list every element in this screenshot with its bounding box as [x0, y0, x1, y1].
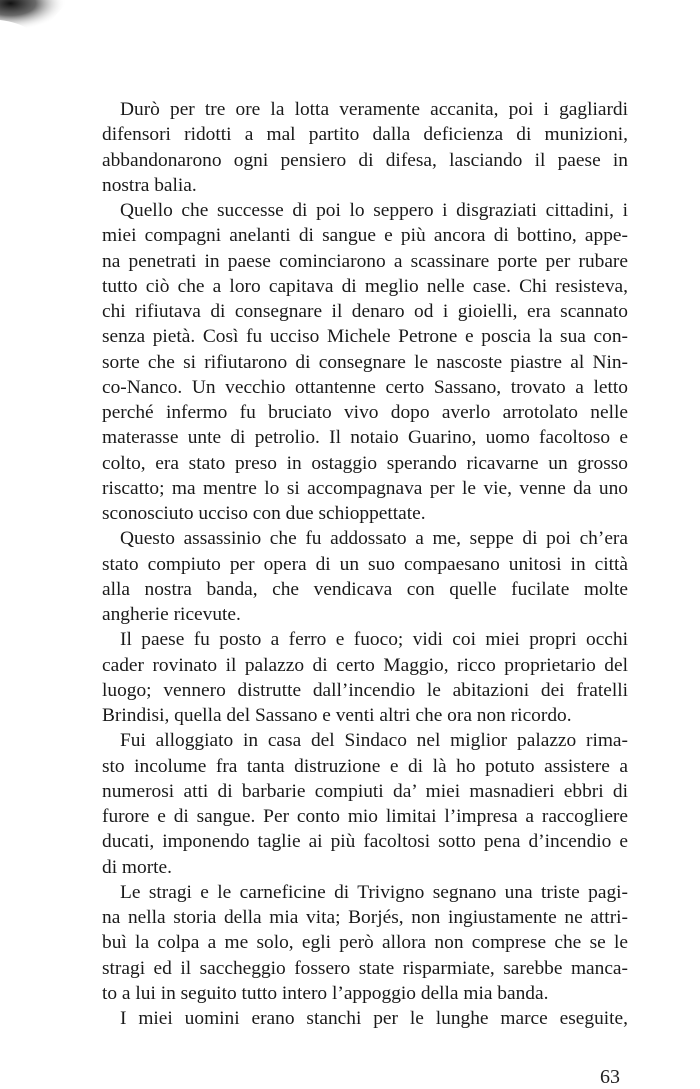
- paragraph: [102, 97, 628, 198]
- text-line: di morte.: [102, 856, 173, 878]
- text-line: na penetrati in paese cominciarono a scassinare porte per rubare: [102, 250, 628, 272]
- text-line: Fui alloggiato in casa del Sindaco nel miglior palazzo rima-: [120, 730, 628, 752]
- text-line: sorte che si rifiutarono di consegnare le nascoste piastre al Nin-: [102, 351, 628, 373]
- text-line: cader rovinato il palazzo di certo Maggio, ricco proprietario del: [102, 654, 628, 676]
- text-line: difensori ridotti a mal partito dalla deficienza di munizioni,: [102, 124, 628, 146]
- text-line: senza pietà. Così fu ucciso Michele Petrone e poscia la sua con-: [102, 326, 628, 348]
- text-line: stato compiuto per opera di un suo compaesano unitosi in città: [102, 553, 628, 575]
- text-line: Durò per tre ore la lotta veramente accanita, poi i gagliardi: [120, 99, 628, 120]
- text-line: co-Nanco. Un vecchio ottantenne certo Sassano, trovato a letto: [102, 376, 628, 398]
- text-line: Questo assassinio che fu addossato a me, seppe di poi ch’era: [120, 528, 628, 550]
- text-line: ducati, imponendo taglie ai più facoltosi sotto pena d’incendio e: [102, 831, 628, 853]
- text-line: luogo; vennero distrutte dall’incendio le abitazioni dei fratelli: [102, 679, 628, 701]
- text-line: na nella storia della mia vita; Borjés, non ingiustamente ne attri-: [102, 907, 628, 928]
- text-line: materasse unte di petrolio. Il notaio Guarino, uomo facoltoso e: [102, 427, 628, 449]
- text-line: angherie ricevute.: [102, 604, 241, 625]
- text-line: nostra balia.: [102, 174, 197, 196]
- text-line: Brindisi, quella del Sassano e venti altri che ora non ricordo.: [102, 705, 572, 726]
- text-line: Il paese fu posto a ferro e fuoco; vidi coi miei propri occhi: [120, 629, 628, 651]
- paragraph: [102, 1006, 628, 1031]
- text-line: buì la colpa a me solo, egli però allora non comprese che se le: [102, 932, 628, 954]
- page-number: 63: [600, 1066, 620, 1088]
- text-line: numerosi atti di barbarie compiuti da’ miei masnadieri ebbri di: [102, 780, 628, 802]
- text-line: Le stragi e le carneficine di Trivigno segnano una triste pagi-: [120, 881, 628, 903]
- text-line: riscatto; ma mentre lo si accompagnava per le vie, venne da uno: [102, 477, 628, 499]
- paragraph: [102, 728, 628, 880]
- text-line: to a lui in seguito tutto intero l’appoggio della mia banda.: [102, 982, 549, 1004]
- text-line: perché infermo fu bruciato vivo dopo averlo arrotolato nelle: [102, 402, 628, 423]
- page-body-text: [102, 97, 628, 1031]
- text-line: tutto ciò che a loro capitava di meglio nelle case. Chi resisteva,: [102, 275, 628, 297]
- text-line: stragi ed il saccheggio fossero state risparmiate, sarebbe manca-: [102, 957, 628, 979]
- text-line: abbandonarono ogni pensiero di difesa, lasciando il paese in: [102, 149, 628, 171]
- paragraph: [102, 880, 628, 1006]
- text-line: chi rifiutava di consegnare il denaro od i gioielli, era scannato: [102, 301, 628, 322]
- text-line: colto, era stato preso in ostaggio sperando ricavarne un grosso: [102, 452, 628, 474]
- paragraph: [102, 198, 628, 526]
- text-line: miei compagni anelanti di sangue e più ancora di bottino, appe-: [102, 225, 628, 247]
- text-line: sto incolume fra tanta distruzione e di là ho potuto assistere a: [102, 755, 628, 777]
- text-line: furore e di sangue. Per conto mio limitai l’impresa a raccogliere: [102, 806, 628, 827]
- text-line: Quello che successe di poi lo seppero i disgraziati cittadini, i: [120, 200, 628, 221]
- text-line: I miei uomini erano stanchi per le lunghe marce eseguite,: [120, 1008, 628, 1029]
- scan-smudge: [0, 0, 90, 60]
- paragraph: [102, 526, 628, 627]
- text-line: sconosciuto ucciso con due schioppettate.: [102, 503, 426, 524]
- text-line: alla nostra banda, che vendicava con quelle fucilate molte: [102, 578, 628, 600]
- paragraph: [102, 627, 628, 728]
